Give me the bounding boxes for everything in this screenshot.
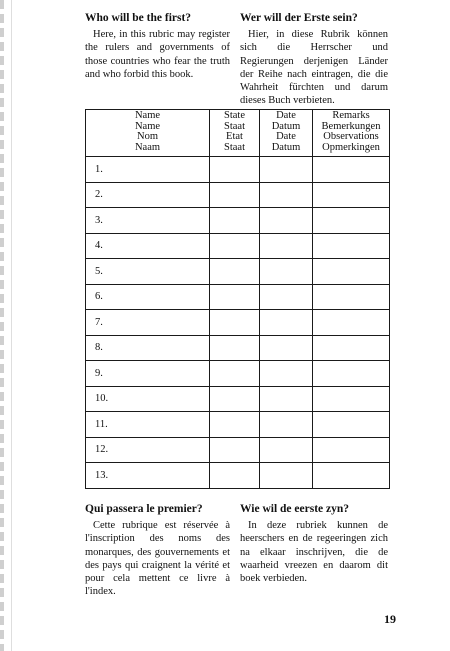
table-row	[86, 310, 390, 336]
table-row	[86, 463, 390, 489]
table-row	[86, 208, 390, 234]
state-cell	[210, 259, 260, 285]
remarks-cell	[313, 208, 390, 234]
date-cell	[260, 361, 313, 387]
dutch-heading: Wie wil de eerste zyn?	[240, 503, 350, 515]
date-cell	[260, 208, 313, 234]
french-block	[85, 503, 230, 598]
remarks-cell	[313, 386, 390, 412]
date-cell	[260, 463, 313, 489]
table-row	[86, 335, 390, 361]
dutch-block	[240, 503, 388, 585]
row-number: 10.	[86, 386, 210, 412]
remarks-cell	[313, 463, 390, 489]
dutch-text: In deze rubriek kunnen de heerschers en de regeeringen zich na elkaar inschrijven, die de waarheid vreezen en daarom dit boek verbieden.	[240, 520, 388, 585]
remarks-cell	[313, 284, 390, 310]
date-cell	[260, 284, 313, 310]
remarks-cell	[313, 412, 390, 438]
state-cell	[210, 208, 260, 234]
german-block	[240, 12, 388, 107]
remarks-cell	[313, 335, 390, 361]
row-number: 7.	[86, 310, 210, 336]
state-cell	[210, 361, 260, 387]
row-number: 5.	[86, 259, 210, 285]
row-number: 12.	[86, 437, 210, 463]
row-number: 4.	[86, 233, 210, 259]
date-cell	[260, 233, 313, 259]
french-text: Cette rubrique est réservée à l'inscription des noms des monarques, des gouvernements et des pays qui craignent la vérité et pour cela mettent ce livre à l'index.	[85, 520, 230, 598]
state-cell	[210, 182, 260, 208]
remarks-cell	[313, 437, 390, 463]
table-row	[86, 284, 390, 310]
date-cell	[260, 412, 313, 438]
page-number: 19	[384, 612, 396, 626]
table-row	[86, 361, 390, 387]
date-cell	[260, 182, 313, 208]
french-heading: Qui passera le premier?	[85, 503, 203, 515]
state-cell	[210, 284, 260, 310]
header-remarks: Remarks Bemerkungen Observations Opmerkingen	[313, 110, 390, 157]
table-row	[86, 437, 390, 463]
date-cell	[260, 437, 313, 463]
row-number: 1.	[86, 157, 210, 183]
row-number: 11.	[86, 412, 210, 438]
header-state: State Staat Etat Staat	[210, 110, 260, 157]
table-row	[86, 386, 390, 412]
header-date: Date Datum Date Datum	[260, 110, 313, 157]
registration-table	[85, 109, 390, 489]
date-cell	[260, 386, 313, 412]
table-row	[86, 259, 390, 285]
german-text: Hier, in diese Rubrik können sich die Herrscher und Regierungen derjenigen Länder der Reihe nach eintragen, die die Wahrheit fürchten und darum dieses Buch verbieten.	[240, 29, 388, 107]
remarks-cell	[313, 259, 390, 285]
state-cell	[210, 310, 260, 336]
state-cell	[210, 335, 260, 361]
date-cell	[260, 335, 313, 361]
row-number: 6.	[86, 284, 210, 310]
row-number: 8.	[86, 335, 210, 361]
state-cell	[210, 463, 260, 489]
row-number: 9.	[86, 361, 210, 387]
page-edge	[0, 0, 4, 651]
remarks-cell	[313, 233, 390, 259]
remarks-cell	[313, 361, 390, 387]
table-row	[86, 233, 390, 259]
table-row	[86, 182, 390, 208]
state-cell	[210, 412, 260, 438]
page-edge-line	[11, 0, 12, 651]
state-cell	[210, 233, 260, 259]
date-cell	[260, 157, 313, 183]
remarks-cell	[313, 182, 390, 208]
table-header-row	[86, 110, 390, 157]
table-row	[86, 412, 390, 438]
state-cell	[210, 386, 260, 412]
german-heading: Wer will der Erste sein?	[240, 12, 358, 24]
state-cell	[210, 157, 260, 183]
table-row	[86, 157, 390, 183]
row-number: 2.	[86, 182, 210, 208]
header-name: Name Name Nom Naam	[86, 110, 210, 157]
remarks-cell	[313, 157, 390, 183]
date-cell	[260, 310, 313, 336]
english-text: Here, in this rubric may register the rulers and governments of those countries who fear the truth and who forbid this book.	[85, 29, 230, 80]
state-cell	[210, 437, 260, 463]
row-number: 13.	[86, 463, 210, 489]
remarks-cell	[313, 310, 390, 336]
date-cell	[260, 259, 313, 285]
english-block	[85, 12, 230, 81]
row-number: 3.	[86, 208, 210, 234]
english-heading: Who will be the first?	[85, 12, 192, 24]
